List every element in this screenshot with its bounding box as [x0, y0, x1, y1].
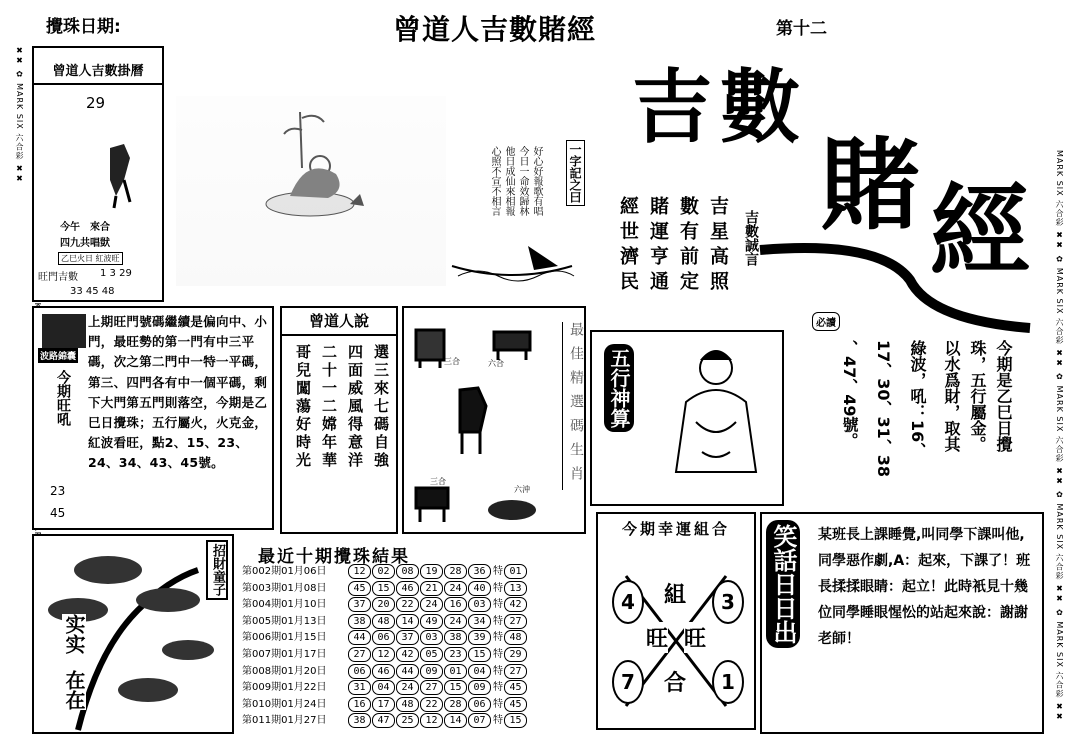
results-ball: 28 [444, 564, 467, 579]
boat-illustration [448, 236, 578, 296]
results-special-label: 特 [493, 665, 503, 677]
wave-tips-box [32, 306, 274, 530]
results-ball: 48 [396, 697, 419, 712]
results-row [242, 647, 588, 664]
combo-center-bottom: 合 [664, 666, 686, 697]
right-side-strip: MARK SIX 六合彩 ✖✖ ✿ MARK SIX 六合彩 ✖✖ ✿ MARK SIX 六合彩 ✖✖ ✿ MARK SIX 六合彩 ✖✖ ✿ MARK SIX 六合彩 ✖✖ [1055, 150, 1064, 723]
results-special-ball: 13 [504, 581, 527, 596]
results-ball: 05 [420, 647, 443, 662]
zodiac-animal-box [402, 306, 586, 534]
pig-icon [486, 496, 540, 524]
poem-column-1: 吉星高照 [707, 196, 729, 296]
results-period: 第009期01月22日 [242, 682, 327, 694]
results-special-label: 特 [493, 632, 503, 644]
results-special-ball: 01 [504, 564, 527, 579]
results-ball: 34 [468, 614, 491, 629]
results-ball: 37 [348, 597, 371, 612]
results-period: 第003期01月08日 [242, 582, 327, 594]
results-ball: 15 [444, 680, 467, 695]
results-ball: 23 [444, 647, 467, 662]
results-ball: 17 [372, 697, 395, 712]
results-ball: 37 [396, 630, 419, 645]
issue-number: 第十二 [776, 19, 827, 39]
results-special-label: 特 [493, 715, 503, 727]
horse-icon [446, 384, 496, 456]
ink-wash-scene [176, 96, 446, 286]
big-title-char-3: 賭 [820, 126, 920, 244]
results-ball: 47 [372, 713, 395, 728]
zeng-says-title: 曾道人說 [282, 310, 396, 336]
results-ball: 31 [348, 680, 371, 695]
results-special-ball: 45 [504, 697, 527, 712]
results-table [242, 564, 588, 730]
results-special-label: 特 [493, 698, 503, 710]
results-row [242, 664, 588, 681]
zeng-column-2: 四面威風得意洋 [346, 344, 364, 470]
combo-num-4: 1 [712, 660, 744, 704]
results-special-label: 特 [493, 582, 503, 594]
results-special-ball: 29 [504, 647, 527, 662]
wuxing-text-1: 今期是乙巳日攪 [994, 340, 1013, 452]
wave-tips-num-1: 23 [50, 484, 66, 498]
results-ball: 36 [468, 564, 491, 579]
results-period: 第002期01月06日 [242, 566, 327, 577]
wuxing-text-6: 、47、49號。 [840, 340, 859, 449]
lucky-child-badge: 招財童子 [206, 540, 228, 600]
results-ball: 40 [468, 581, 491, 596]
lucky-child-vertical-2: 在在 [62, 670, 86, 710]
recent-results-box [236, 538, 592, 732]
results-ball: 22 [396, 597, 419, 612]
results-ball: 44 [396, 664, 419, 679]
results-special-label: 特 [493, 648, 503, 660]
wuxing-title: 五行神算 [604, 344, 634, 432]
results-row [242, 680, 588, 697]
results-ball: 24 [420, 597, 443, 612]
wuxing-image-box [590, 330, 784, 506]
results-ball: 15 [468, 647, 491, 662]
results-special-ball: 27 [504, 664, 527, 679]
results-ball: 16 [348, 697, 371, 712]
poem-column-2: 數有前定 [677, 196, 699, 296]
results-ball: 06 [468, 697, 491, 712]
results-ball: 24 [396, 680, 419, 695]
results-special-label: 特 [493, 615, 503, 627]
results-period: 第008期01月20日 [242, 665, 327, 677]
zeng-says-box [280, 306, 398, 534]
results-ball: 25 [396, 713, 419, 728]
results-ball: 03 [420, 630, 443, 645]
calendar-label: 旺門吉數 [38, 272, 78, 283]
results-ball: 02 [372, 564, 395, 579]
lucky-child-vertical-1: 实实 [62, 614, 86, 654]
deity-figure-illustration [656, 342, 776, 498]
motto-line-4: 心照不宣不相言 [489, 146, 500, 216]
results-ball: 01 [444, 664, 467, 679]
page-title: 曾道人吉數賭經 [393, 13, 597, 46]
big-title-char-4: 經 [930, 172, 1030, 290]
results-special-label: 特 [493, 682, 503, 694]
results-ball: 09 [468, 680, 491, 695]
joke-text: 某班長上課睡覺,叫同學下課叫他,同學惡作劇,A：起來，下課了！班長揉揉眼睛：起立！此時衹見十幾位同學睡眼惺忪的站起來說：謝謝老師！ [818, 527, 1031, 647]
animal-label-2: 六合 [488, 359, 504, 368]
combo-center-left: 旺 [646, 622, 668, 653]
motto-line-3: 他日成仙來相報 [503, 146, 514, 216]
combo-center-top: 組 [664, 578, 686, 609]
lucky-child-box [32, 534, 234, 734]
motto-line-2: 今日一命效歸林 [517, 146, 528, 216]
results-ball: 09 [420, 664, 443, 679]
results-ball: 04 [468, 664, 491, 679]
brush-swoosh [760, 220, 1040, 330]
results-special-label: 特 [493, 566, 503, 577]
results-row [242, 697, 588, 714]
calendar-numbers-2: 33 45 48 [70, 286, 115, 297]
calendar-numbers-1: 1 3 29 [100, 268, 132, 279]
results-ball: 49 [420, 614, 443, 629]
wave-tips-text: 上期旺門號碼繼續是偏向中、小門，最旺勢的第一門有中三平碼，次之第二門中一特一平碼，第三、四門各有中一個平碼，剩下大門第五門則落空，今期是乙巳日攪珠；五行屬火，火克金，紅波看旺，點2、15、23、24、34、43、45號。 [88, 314, 268, 471]
big-title-char-1: 吉 [632, 60, 712, 154]
results-special-ball: 15 [504, 713, 527, 728]
joke-box [760, 512, 1044, 734]
calendar-banner: 曾道人吉數掛曆 [34, 60, 162, 85]
results-ball: 19 [420, 564, 443, 579]
results-ball: 38 [348, 614, 371, 629]
results-ball: 12 [372, 647, 395, 662]
results-ball: 46 [396, 581, 419, 596]
results-ball: 38 [348, 713, 371, 728]
results-row [242, 713, 588, 730]
results-ball: 39 [468, 630, 491, 645]
results-ball: 27 [348, 647, 371, 662]
results-row [242, 581, 588, 598]
wuxing-text-4: 綠波，吼：16、 [908, 340, 927, 459]
results-ball: 12 [348, 564, 371, 579]
zeng-column-4: 哥兒闖蕩好時光 [294, 344, 312, 470]
results-ball: 24 [444, 614, 467, 629]
results-special-ball: 42 [504, 597, 527, 612]
results-ball: 38 [444, 630, 467, 645]
results-ball: 06 [372, 630, 395, 645]
wuxing-text-3: 以水爲財，取其 [942, 340, 961, 452]
results-period: 第006期01月15日 [242, 632, 327, 644]
calendar-poem-1: 今午 來合 [60, 222, 110, 233]
results-period: 第004期01月10日 [242, 599, 327, 611]
lucky-combo-box [596, 512, 756, 730]
results-period: 第007期01月17日 [242, 648, 327, 660]
joke-badge: 笑話日日出 [766, 520, 800, 648]
results-ball: 46 [372, 664, 395, 679]
results-ball: 48 [372, 614, 395, 629]
wave-tips-vertical: 今期旺吼 [55, 370, 71, 426]
results-ball: 08 [396, 564, 419, 579]
results-title: 最近十期攪珠結果 [258, 547, 410, 567]
combo-center-right: 旺 [684, 622, 706, 653]
poem-column-3: 賭運亨通 [647, 196, 669, 296]
animal-label-4: 六沖 [514, 485, 530, 494]
poem-side-label: 吉數誠言 [743, 210, 759, 266]
results-ball: 21 [420, 581, 443, 596]
combo-num-2: 3 [712, 580, 744, 624]
tiger-icon [412, 320, 448, 370]
results-period: 第010期01月24日 [242, 698, 327, 710]
horse-figure-icon [90, 140, 150, 210]
wuxing-text-5: 17、30、31、38 [874, 340, 893, 478]
must-read-stamp: 必讀 [812, 312, 840, 331]
results-special-ball: 45 [504, 680, 527, 695]
animal-label-3: 三合 [430, 477, 446, 486]
wave-tips-badge: 波路錦囊 [38, 348, 78, 363]
wave-tips-emblem [42, 314, 86, 348]
wave-tips-num-2: 45 [50, 506, 66, 520]
combo-num-3: 7 [612, 660, 644, 704]
results-special-label: 特 [493, 599, 503, 611]
results-ball: 28 [444, 697, 467, 712]
zodiac-vertical-label: 最佳精選碼生肖 [562, 322, 585, 490]
results-ball: 14 [396, 614, 419, 629]
results-ball: 15 [372, 581, 395, 596]
draw-date-label: 攪珠日期: [46, 17, 121, 37]
results-ball: 20 [372, 597, 395, 612]
big-title-char-2: 數 [720, 60, 800, 154]
calendar-tag: 乙巳火日 紅波旺 [58, 252, 123, 265]
results-ball: 07 [468, 713, 491, 728]
left-side-strip: MARK ✖✖ ✿ MARK SIX 六合彩 ✖✖ [15, 46, 42, 545]
lucky-combo-title: 今期幸運組合 [621, 520, 730, 538]
results-ball: 45 [348, 581, 371, 596]
results-period: 第011期01月27日 [242, 715, 327, 727]
animal-label-1: 三合 [444, 357, 460, 366]
zeng-column-3: 二十一二嫦年華 [320, 344, 338, 470]
results-ball: 12 [420, 713, 443, 728]
results-ball: 16 [444, 597, 467, 612]
motto-line-1: 好心好報歌有唱 [531, 146, 542, 216]
results-row [242, 614, 588, 631]
results-row [242, 564, 588, 581]
wuxing-text-2: 珠，五行屬金。 [968, 340, 987, 452]
results-ball: 24 [444, 581, 467, 596]
results-ball: 27 [420, 680, 443, 695]
results-special-ball: 48 [504, 630, 527, 645]
calendar-day: 29 [86, 94, 106, 112]
results-ball: 03 [468, 597, 491, 612]
results-row [242, 597, 588, 614]
goat-icon [488, 322, 538, 362]
results-period: 第005期01月13日 [242, 615, 327, 627]
results-ball: 44 [348, 630, 371, 645]
results-ball: 22 [420, 697, 443, 712]
calendar-poem-2: 四九共唱獃 [60, 238, 110, 249]
results-ball: 42 [396, 647, 419, 662]
calendar-box [32, 46, 164, 302]
results-ball: 06 [348, 664, 371, 679]
results-special-ball: 27 [504, 614, 527, 629]
zeng-column-1: 選三來七碼自強 [372, 344, 390, 470]
results-ball: 14 [444, 713, 467, 728]
combo-num-1: 4 [612, 580, 644, 624]
results-row [242, 630, 588, 647]
motto-caption: 一字記之曰 [566, 140, 585, 206]
poem-column-4: 經世濟民 [617, 196, 639, 296]
results-ball: 04 [372, 680, 395, 695]
